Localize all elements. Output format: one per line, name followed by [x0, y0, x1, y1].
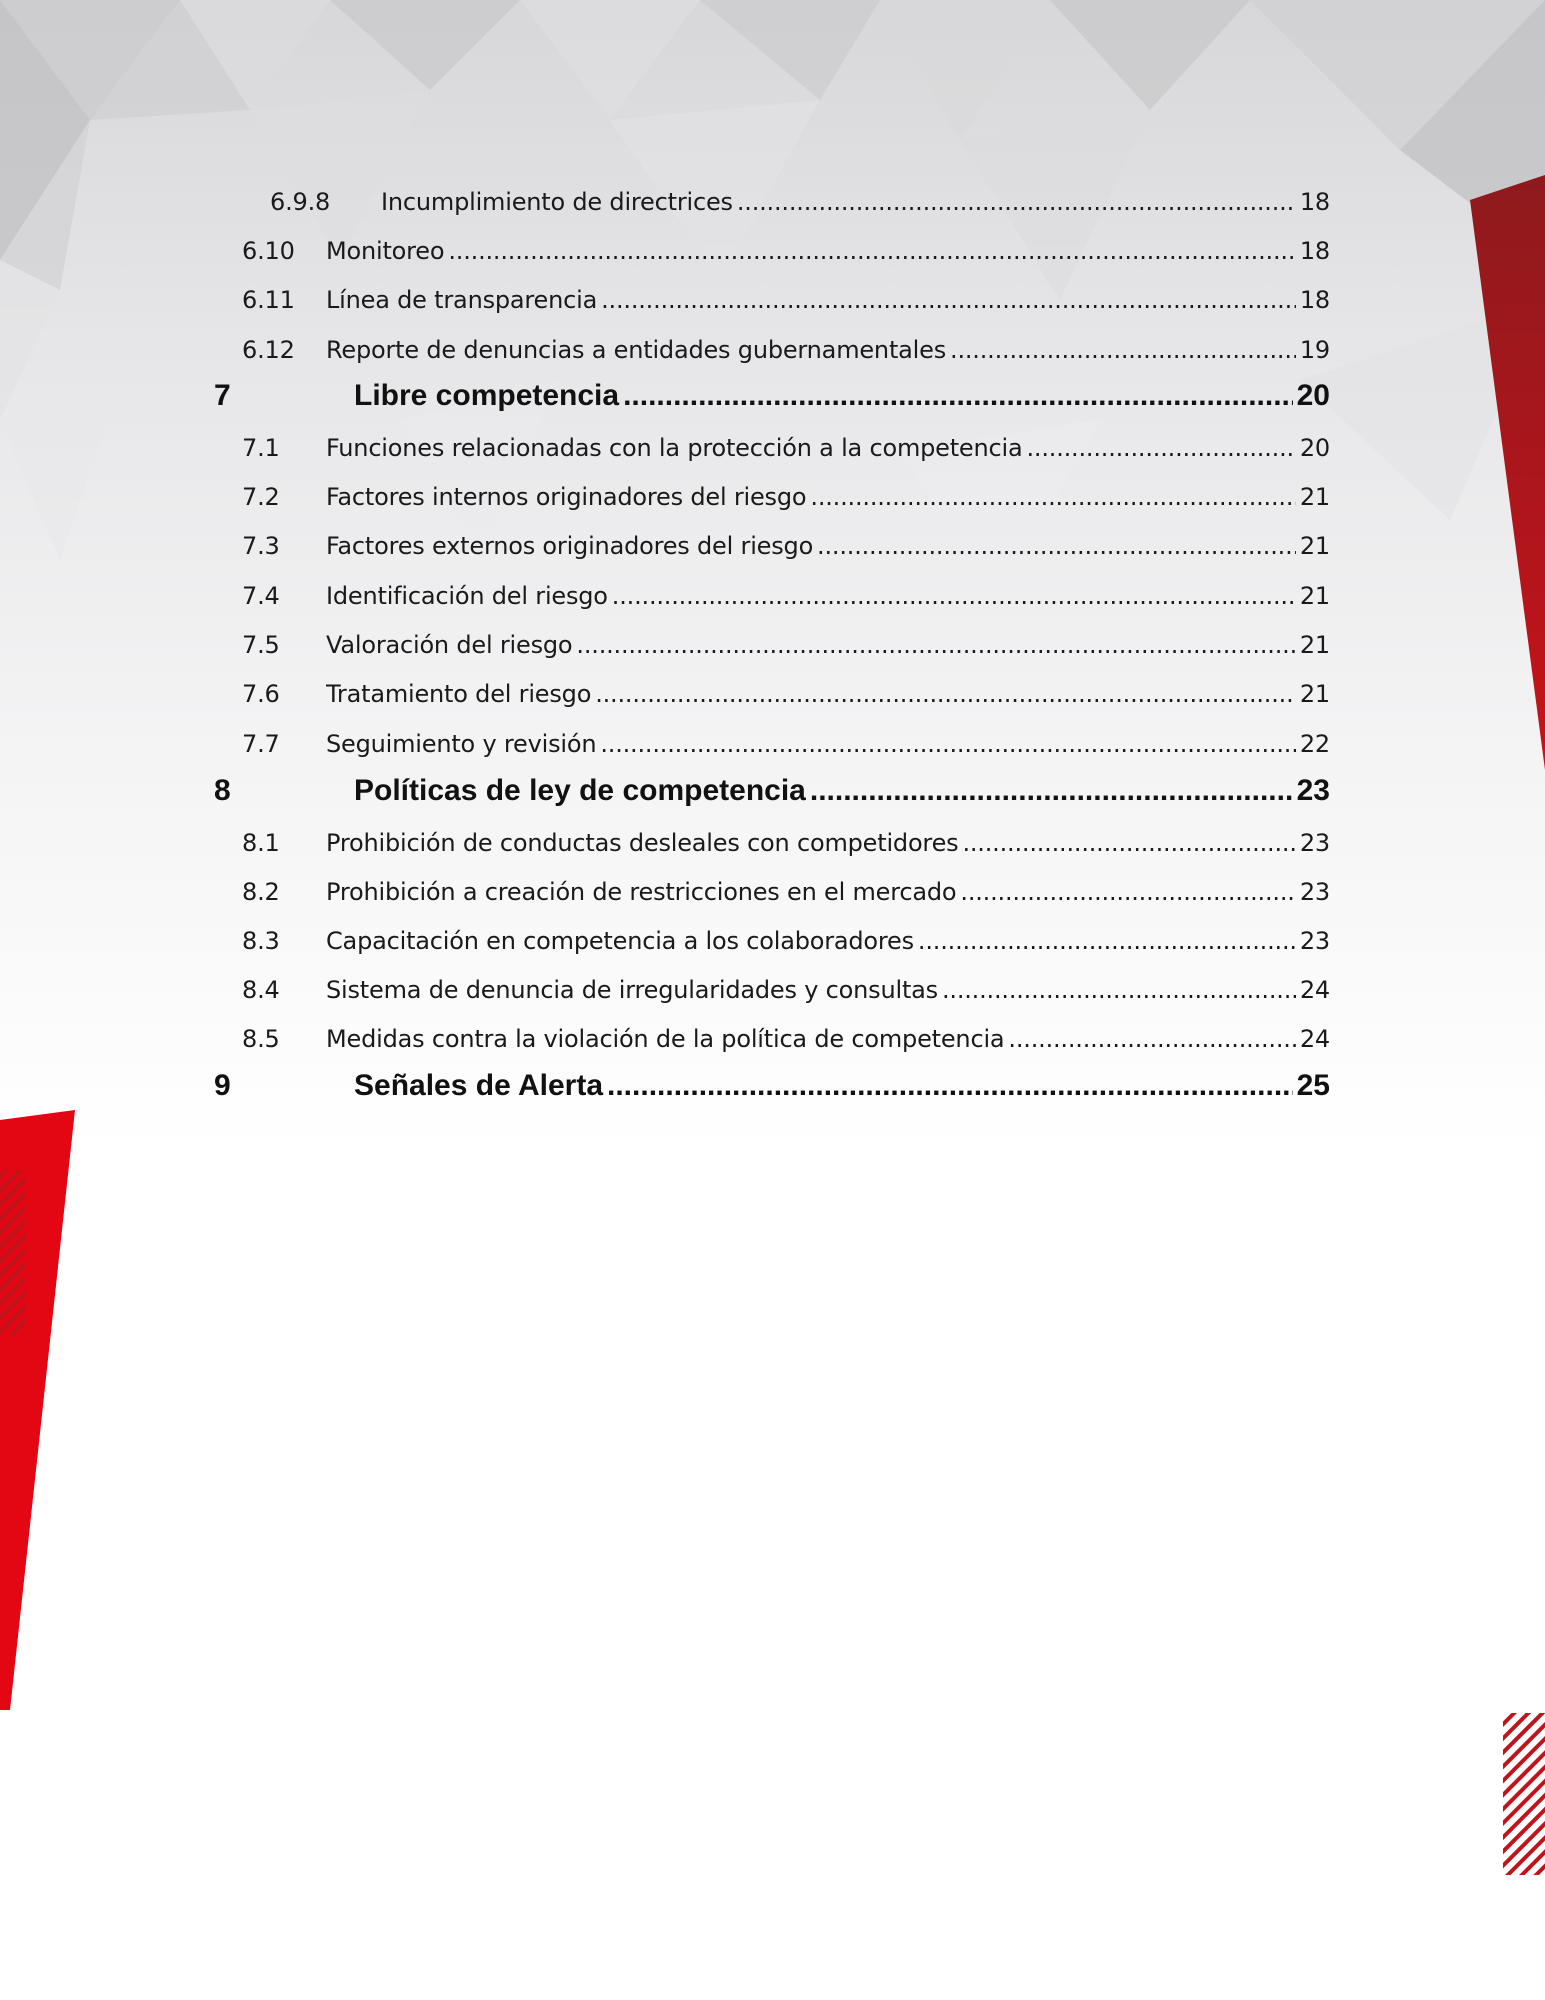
toc-entry[interactable]	[0, 964, 1545, 1004]
toc-entry-title: Funciones relacionadas con la protección a la competencia	[326, 434, 1023, 462]
toc-entry-title: Incumplimiento de directrices	[381, 188, 733, 216]
toc-entry[interactable]	[0, 225, 1545, 265]
toc-entry-title: Identificación del riesgo	[326, 582, 608, 610]
toc-entry-title: Tratamiento del riesgo	[326, 680, 592, 708]
toc-entry[interactable]	[0, 324, 1545, 364]
dot-leader	[612, 582, 1296, 610]
dot-leader	[950, 336, 1296, 364]
toc-chapter-number: 7	[214, 379, 231, 412]
toc-entry-number: 8.3	[242, 927, 280, 955]
toc-entry-number: 8.2	[242, 878, 280, 906]
toc-entry-page: 24	[1299, 976, 1330, 1004]
toc-chapter-page: 25	[1296, 1069, 1330, 1102]
toc-entry[interactable]	[0, 570, 1545, 610]
toc-entry-title: Prohibición a creación de restricciones en el mercado	[326, 878, 957, 906]
toc-entry-page: 21	[1299, 631, 1330, 659]
toc-chapter-title: Políticas de ley de competencia	[354, 774, 806, 807]
toc-chapter-title: Señales de Alerta	[354, 1069, 604, 1102]
toc-entry-title: Factores internos originadores del riesgo	[326, 483, 807, 511]
toc-entry-page: 21	[1299, 483, 1330, 511]
toc-entry-title: Reporte de denuncias a entidades gubernamentales	[326, 336, 947, 364]
toc-entry-page: 19	[1299, 336, 1330, 364]
dot-leader	[576, 631, 1295, 659]
dot-leader	[918, 927, 1296, 955]
toc-entry-number: 7.6	[242, 680, 280, 708]
toc-entry-title: Línea de transparencia	[326, 286, 598, 314]
dot-leader	[600, 730, 1296, 758]
toc-chapter-entry[interactable]	[0, 1063, 1545, 1103]
toc-entry-number: 8.5	[242, 1025, 280, 1053]
dot-leader	[817, 532, 1296, 560]
dot-leader	[1026, 434, 1295, 462]
toc-entry-page: 18	[1299, 286, 1330, 314]
toc-entry[interactable]	[0, 619, 1545, 659]
dot-leader	[810, 483, 1295, 511]
toc-entry-title: Medidas contra la violación de la política de competencia	[326, 1025, 1005, 1053]
dot-leader	[810, 774, 1293, 808]
toc-chapter-page: 20	[1296, 379, 1330, 412]
dot-leader	[737, 188, 1296, 216]
toc-entry-page: 18	[1299, 237, 1330, 265]
toc-entry-title: Monitoreo	[326, 237, 445, 265]
toc-entry-number: 7.2	[242, 483, 280, 511]
toc-entry-title: Valoración del riesgo	[326, 631, 573, 659]
toc-entry[interactable]	[0, 422, 1545, 462]
toc-entry[interactable]	[0, 471, 1545, 511]
toc-entry-number: 7.5	[242, 631, 280, 659]
toc-chapter-title: Libre competencia	[354, 379, 620, 412]
toc-entry[interactable]	[0, 866, 1545, 906]
toc-entry-title: Seguimiento y revisión	[326, 730, 597, 758]
toc-entry[interactable]	[0, 915, 1545, 955]
toc-entry-number: 6.11	[242, 286, 295, 314]
dot-leader	[601, 286, 1296, 314]
dot-leader	[595, 680, 1296, 708]
toc-entry-title: Factores externos originadores del riesgo	[326, 532, 814, 560]
toc-entry-title: Prohibición de conductas desleales con competidores	[326, 829, 959, 857]
dot-leader	[962, 829, 1295, 857]
dot-leader	[1008, 1025, 1295, 1053]
toc-entry[interactable]	[0, 274, 1545, 314]
toc-entry-number: 7.7	[242, 730, 280, 758]
toc-chapter-page: 23	[1296, 774, 1330, 807]
toc-entry-page: 23	[1299, 829, 1330, 857]
toc-entry-page: 21	[1299, 532, 1330, 560]
toc-entry-number: 8.1	[242, 829, 280, 857]
toc-entry-number: 6.12	[242, 336, 295, 364]
toc-entry-number: 6.10	[242, 237, 295, 265]
toc-entry-page: 21	[1299, 582, 1330, 610]
toc-entry[interactable]	[0, 176, 1545, 216]
toc-chapter-entry[interactable]	[0, 768, 1545, 808]
toc-entry-number: 8.4	[242, 976, 280, 1004]
toc-entry[interactable]	[0, 1013, 1545, 1053]
toc-entry-page: 23	[1299, 927, 1330, 955]
toc-entry-page: 22	[1299, 730, 1330, 758]
toc-entry-page: 21	[1299, 680, 1330, 708]
toc-entry[interactable]	[0, 817, 1545, 857]
dot-leader	[448, 237, 1296, 265]
toc-entry[interactable]	[0, 668, 1545, 708]
toc-entry-number: 7.3	[242, 532, 280, 560]
toc-entry-number: 7.1	[242, 434, 280, 462]
toc-entry-title: Sistema de denuncia de irregularidades y consultas	[326, 976, 938, 1004]
toc-chapter-number: 9	[214, 1069, 231, 1102]
toc-entry-number: 6.9.8	[270, 188, 331, 216]
toc-entry-page: 24	[1299, 1025, 1330, 1053]
toc-entry-page: 18	[1299, 188, 1330, 216]
toc-entry-page: 23	[1299, 878, 1330, 906]
toc-entry-page: 20	[1299, 434, 1330, 462]
dot-leader	[623, 379, 1293, 413]
toc-entry-number: 7.4	[242, 582, 280, 610]
toc-chapter-entry[interactable]	[0, 373, 1545, 413]
toc-entry[interactable]	[0, 520, 1545, 560]
toc-entry-title: Capacitación en competencia a los colaboradores	[326, 927, 914, 955]
dot-leader	[607, 1069, 1293, 1103]
dot-leader	[960, 878, 1295, 906]
toc-chapter-number: 8	[214, 774, 231, 807]
dot-leader	[942, 976, 1296, 1004]
toc-entry[interactable]	[0, 718, 1545, 758]
